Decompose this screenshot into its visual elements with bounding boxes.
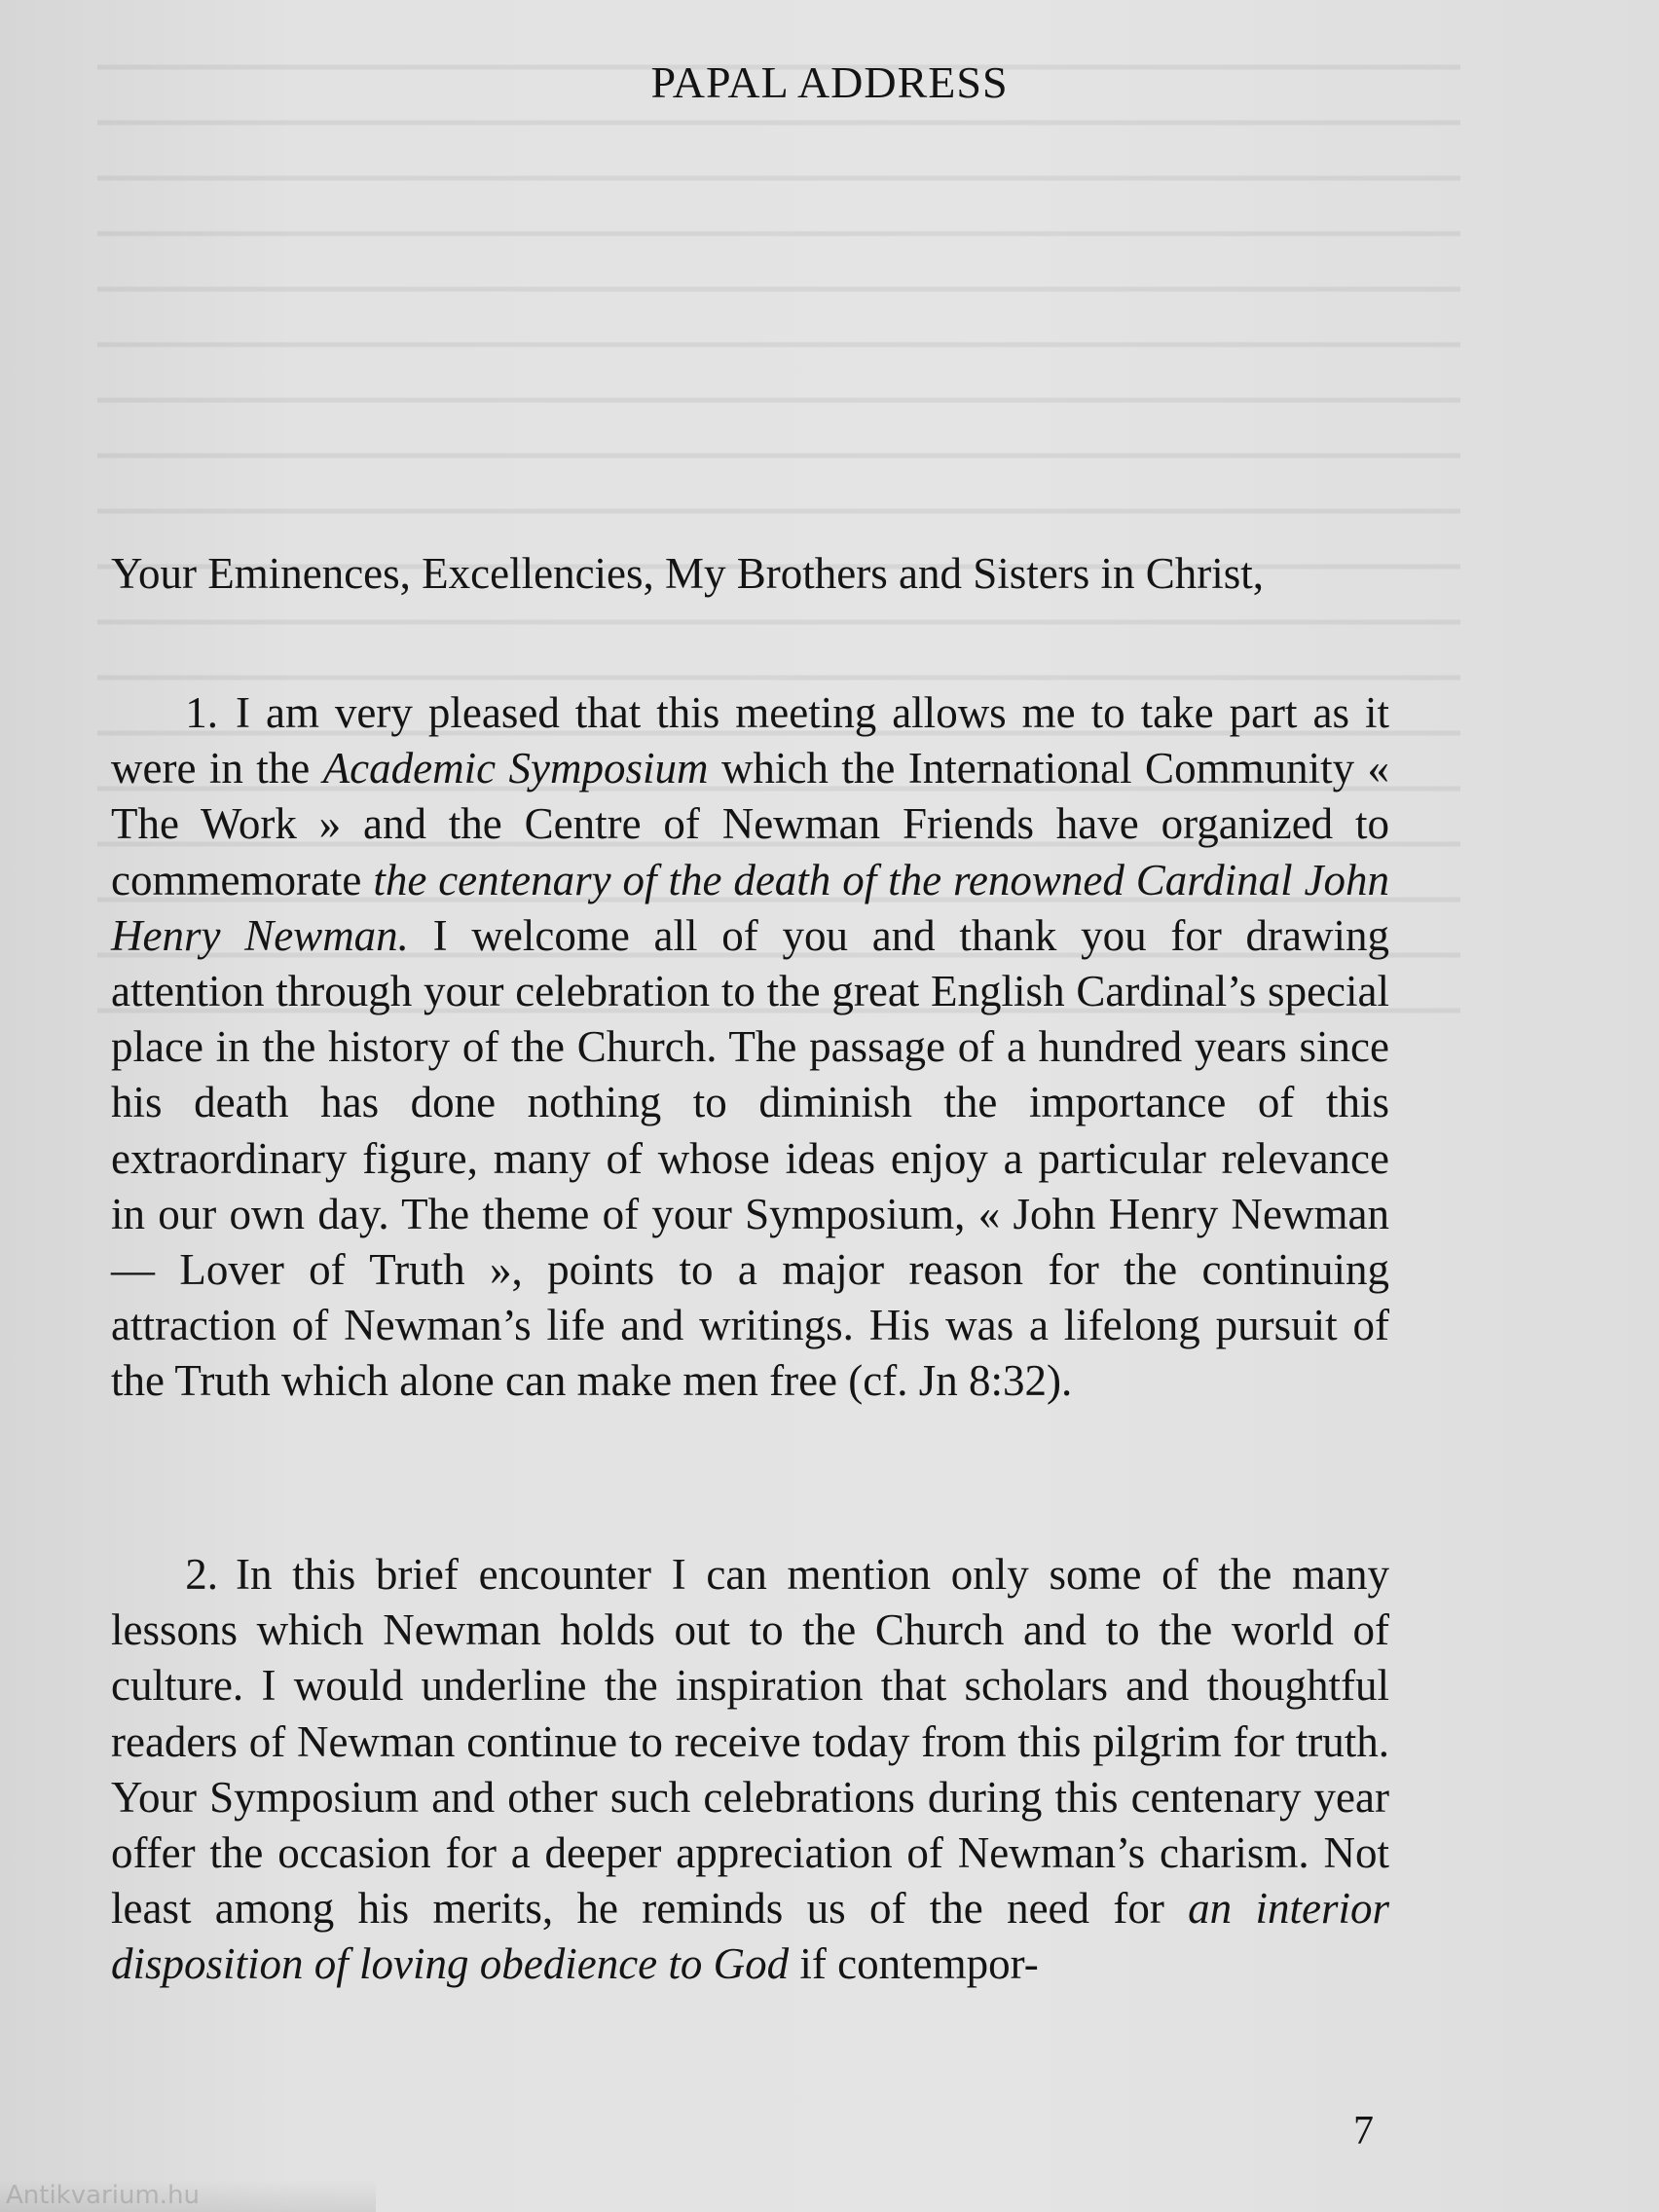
paragraph-2-italic-a: an interior disposition of loving obedience to God <box>111 1884 1389 1989</box>
paragraph-1-text-c: I welcome all of you and thank you for drawing attention through your celebration to the great English Cardinal’s special place in the history of the Church. The passage of a hundred years since his death has done nothing to diminish the importance of this extraordinary figure, many of whose ideas enjoy a particular relevance in our own day. The theme of your Symposium, « John Henry Newman — Lover of Truth », points to a major reason for the continuing attraction of Newman’s life and writings. His was a lifelong pursuit of the Truth which alone can make men free (cf. Jn 8:32). <box>111 910 1389 1406</box>
running-header: PAPAL ADDRESS <box>650 57 1009 107</box>
paragraph-1-text-a: I am very pleased that this meeting allows me to take part as it were in the <box>111 688 1389 793</box>
paragraph-1-text-b: which the International Community « The Work » and the Centre of Newman Friends have organized to commemorate <box>111 744 1390 904</box>
paragraph-1-italic-a: Academic Symposium <box>322 744 709 793</box>
watermark-text: Antikvarium.hu <box>0 2179 376 2212</box>
page-number: 7 <box>1353 2109 1374 2154</box>
paragraph-2-text-b: if contempor- <box>789 1939 1039 1989</box>
paragraph-2 <box>111 1547 1389 1993</box>
paragraph-number: 2. <box>185 1550 218 1599</box>
paragraph-1 <box>111 685 1389 1410</box>
paragraph-2-text-a: In this brief encounter I can mention only some of the many lessons which Newman holds out to the Church and to the world of culture. I would underline the inspiration that scholars and thoughtful readers of Newman continue to receive today from this pilgrim for truth. Your Symposium and other such celebrations during this centenary year offer the occasion for a deeper appreciation of Newman’s charism. Not least among his merits, he reminds us of the need for <box>111 1550 1389 1934</box>
salutation-paragraph: Your Eminences, Excellencies, My Brothers and Sisters in Christ, <box>111 549 1265 598</box>
paragraph-number: 1. <box>185 688 218 737</box>
paragraph-1-italic-b: the centenary of the death of the renowned Cardinal John Henry Newman. <box>111 855 1390 960</box>
